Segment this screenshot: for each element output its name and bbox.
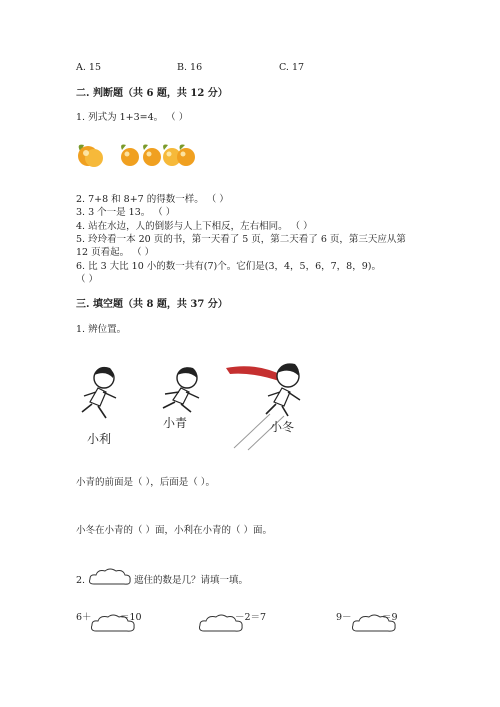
label-xiaodong: 小冬 (270, 420, 295, 434)
question-2-3: 3. 3 个一是 13。 （ ） (76, 207, 176, 218)
option-c: C. 17 (279, 62, 305, 73)
label-xiaoli: 小利 (87, 432, 112, 446)
cloud-icon (88, 568, 132, 588)
running-child-icon (76, 362, 126, 424)
equation-3-left: 9－ (336, 612, 352, 623)
fill-blank-1: 小青的前面是（ ），后面是（ ）。 (76, 477, 216, 488)
question-2-5-cont: 12 页看起。 （ ） (76, 247, 155, 258)
question-2-1: 1. 列式为 1+3=4。 （ ） (76, 112, 189, 123)
option-b: B. 16 (177, 62, 203, 73)
question-2-6-cont: （ ） (76, 274, 99, 285)
question-3-1-title: 1. 辨位置。 (76, 324, 127, 335)
question-2-6: 6. 比 3 大比 10 小的数一共有(7)个。它们是(3，4，5，6，7，8，9)。 (76, 261, 381, 272)
question-3-2-title: 遮住的数是几？请填一填。 (134, 575, 249, 586)
question-2-4: 4. 站在水边，人的倒影与人上下相反，左右相同。 （ ） (76, 221, 313, 232)
running-child-icon (226, 360, 316, 452)
question-2-2: 2. 7+8 和 8+7 的得数一样。 （ ） (76, 194, 229, 205)
peach-icon (74, 141, 108, 169)
label-xiaoqing: 小青 (163, 416, 188, 430)
running-child-icon (157, 364, 207, 414)
fill-blank-2: 小冬在小青的（ ）面，小利在小青的（ ）面。 (76, 525, 273, 536)
equation-3-right: ＝9 (382, 612, 398, 623)
question-2-5: 5. 玲玲看一本 20 页的书，第一天看了 5 页，第二天看了 6 页，第三天应从第 (76, 234, 406, 245)
equation-1-left: 6＋ (76, 612, 92, 623)
peach-icon (118, 141, 196, 169)
equation-2-right: －2＝7 (235, 612, 267, 623)
equation-1-right: ＝10 (120, 612, 142, 623)
option-a: A. 15 (76, 62, 101, 73)
section3-heading: 三. 填空题（共 8 题，共 37 分） (76, 299, 228, 310)
section2-heading: 二. 判断题（共 6 题，共 12 分） (76, 88, 228, 99)
question-3-2-number: 2. (76, 575, 86, 586)
